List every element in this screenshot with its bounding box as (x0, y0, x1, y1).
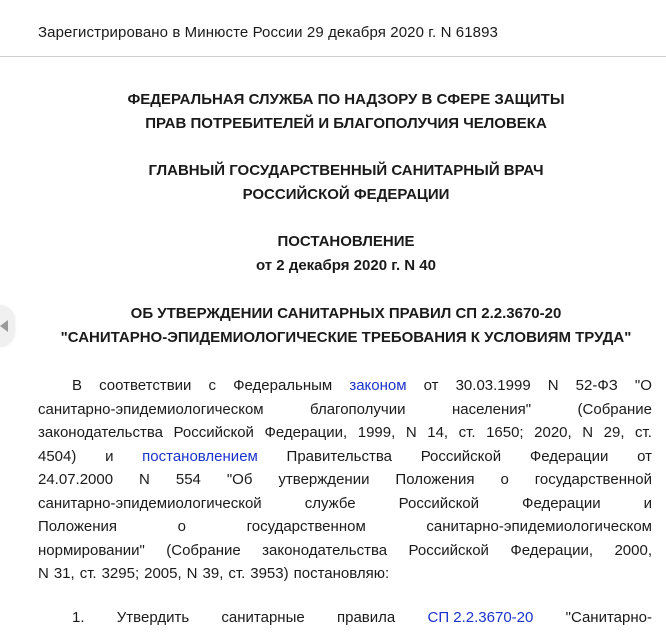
official-line-1: ГЛАВНЫЙ ГОСУДАРСТВЕННЫЙ САНИТАРНЫЙ ВРАЧ (148, 162, 544, 179)
paragraph-row: нормировании" (Собрание законодательства Российской Федерации, 2000, (38, 541, 652, 559)
paragraph-row: законодательства Российской Федерации, 1999, N 14, ст. 1650; 2020, N 29, ст. (38, 424, 652, 441)
list-item-number: 1. (72, 609, 85, 626)
preamble-paragraph (38, 374, 652, 586)
decree-heading (13, 230, 666, 278)
paragraph-row: В соответствии с Федеральным законом от 30.03.1999 N 52-ФЗ "О (38, 374, 652, 398)
registration-note: Зарегистрировано в Минюсте России 29 декабря 2020 г. N 61893 (38, 24, 498, 41)
title-line-1: ОБ УТВЕРЖДЕНИИ САНИТАРНЫХ ПРАВИЛ СП 2.2.3670-20 (130, 305, 562, 322)
decree-date-number: от 2 декабря 2020 г. N 40 (256, 257, 436, 274)
paragraph-row: Положения о государственном санитарно-эпидемиологическом (38, 518, 652, 535)
agency-line-1: ФЕДЕРАЛЬНАЯ СЛУЖБА ПО НАДЗОРУ В СФЕРЕ ЗАЩИТЫ (127, 91, 565, 108)
sp-link[interactable]: СП 2.2.3670-20 (427, 609, 534, 626)
document-title (13, 302, 666, 350)
title-line-2: "САНИТАРНО-ЭПИДЕМИОЛОГИЧЕСКИЕ ТРЕБОВАНИЯ К УСЛОВИЯМ ТРУДА" (60, 329, 632, 346)
list-item: 1. Утвердить санитарные правила СП 2.2.3670-20 "Санитарно- (72, 606, 652, 630)
paragraph-row: 24.07.2000 N 554 "Об утверждении Положения о государственной (38, 471, 652, 488)
previous-page-tab[interactable] (0, 306, 14, 346)
decree-link[interactable]: постановлением (142, 447, 258, 465)
agency-line-2: ПРАВ ПОТРЕБИТЕЛЕЙ И БЛАГОПОЛУЧИЯ ЧЕЛОВЕКА (145, 115, 547, 132)
paragraph-row: N 31, ст. 3295; 2005, N 39, ст. 3953) постановляю: (38, 565, 390, 582)
decree-type: ПОСТАНОВЛЕНИЕ (277, 233, 415, 250)
paragraph-row: санитарно-эпидемиологической службе Российской Федерации и (38, 494, 652, 512)
header-divider (0, 56, 666, 57)
official-line-2: РОССИЙСКОЙ ФЕДЕРАЦИИ (242, 186, 450, 203)
paragraph-row: санитарно-эпидемиологическом благополучии населения" (Собрание (38, 400, 652, 418)
official-heading (13, 159, 666, 207)
chevron-left-icon (0, 320, 8, 332)
law-link[interactable]: законом (349, 377, 407, 394)
paragraph-row: 4504) и постановлением Правительства Российской Федерации от (38, 445, 652, 469)
agency-heading (13, 88, 666, 136)
